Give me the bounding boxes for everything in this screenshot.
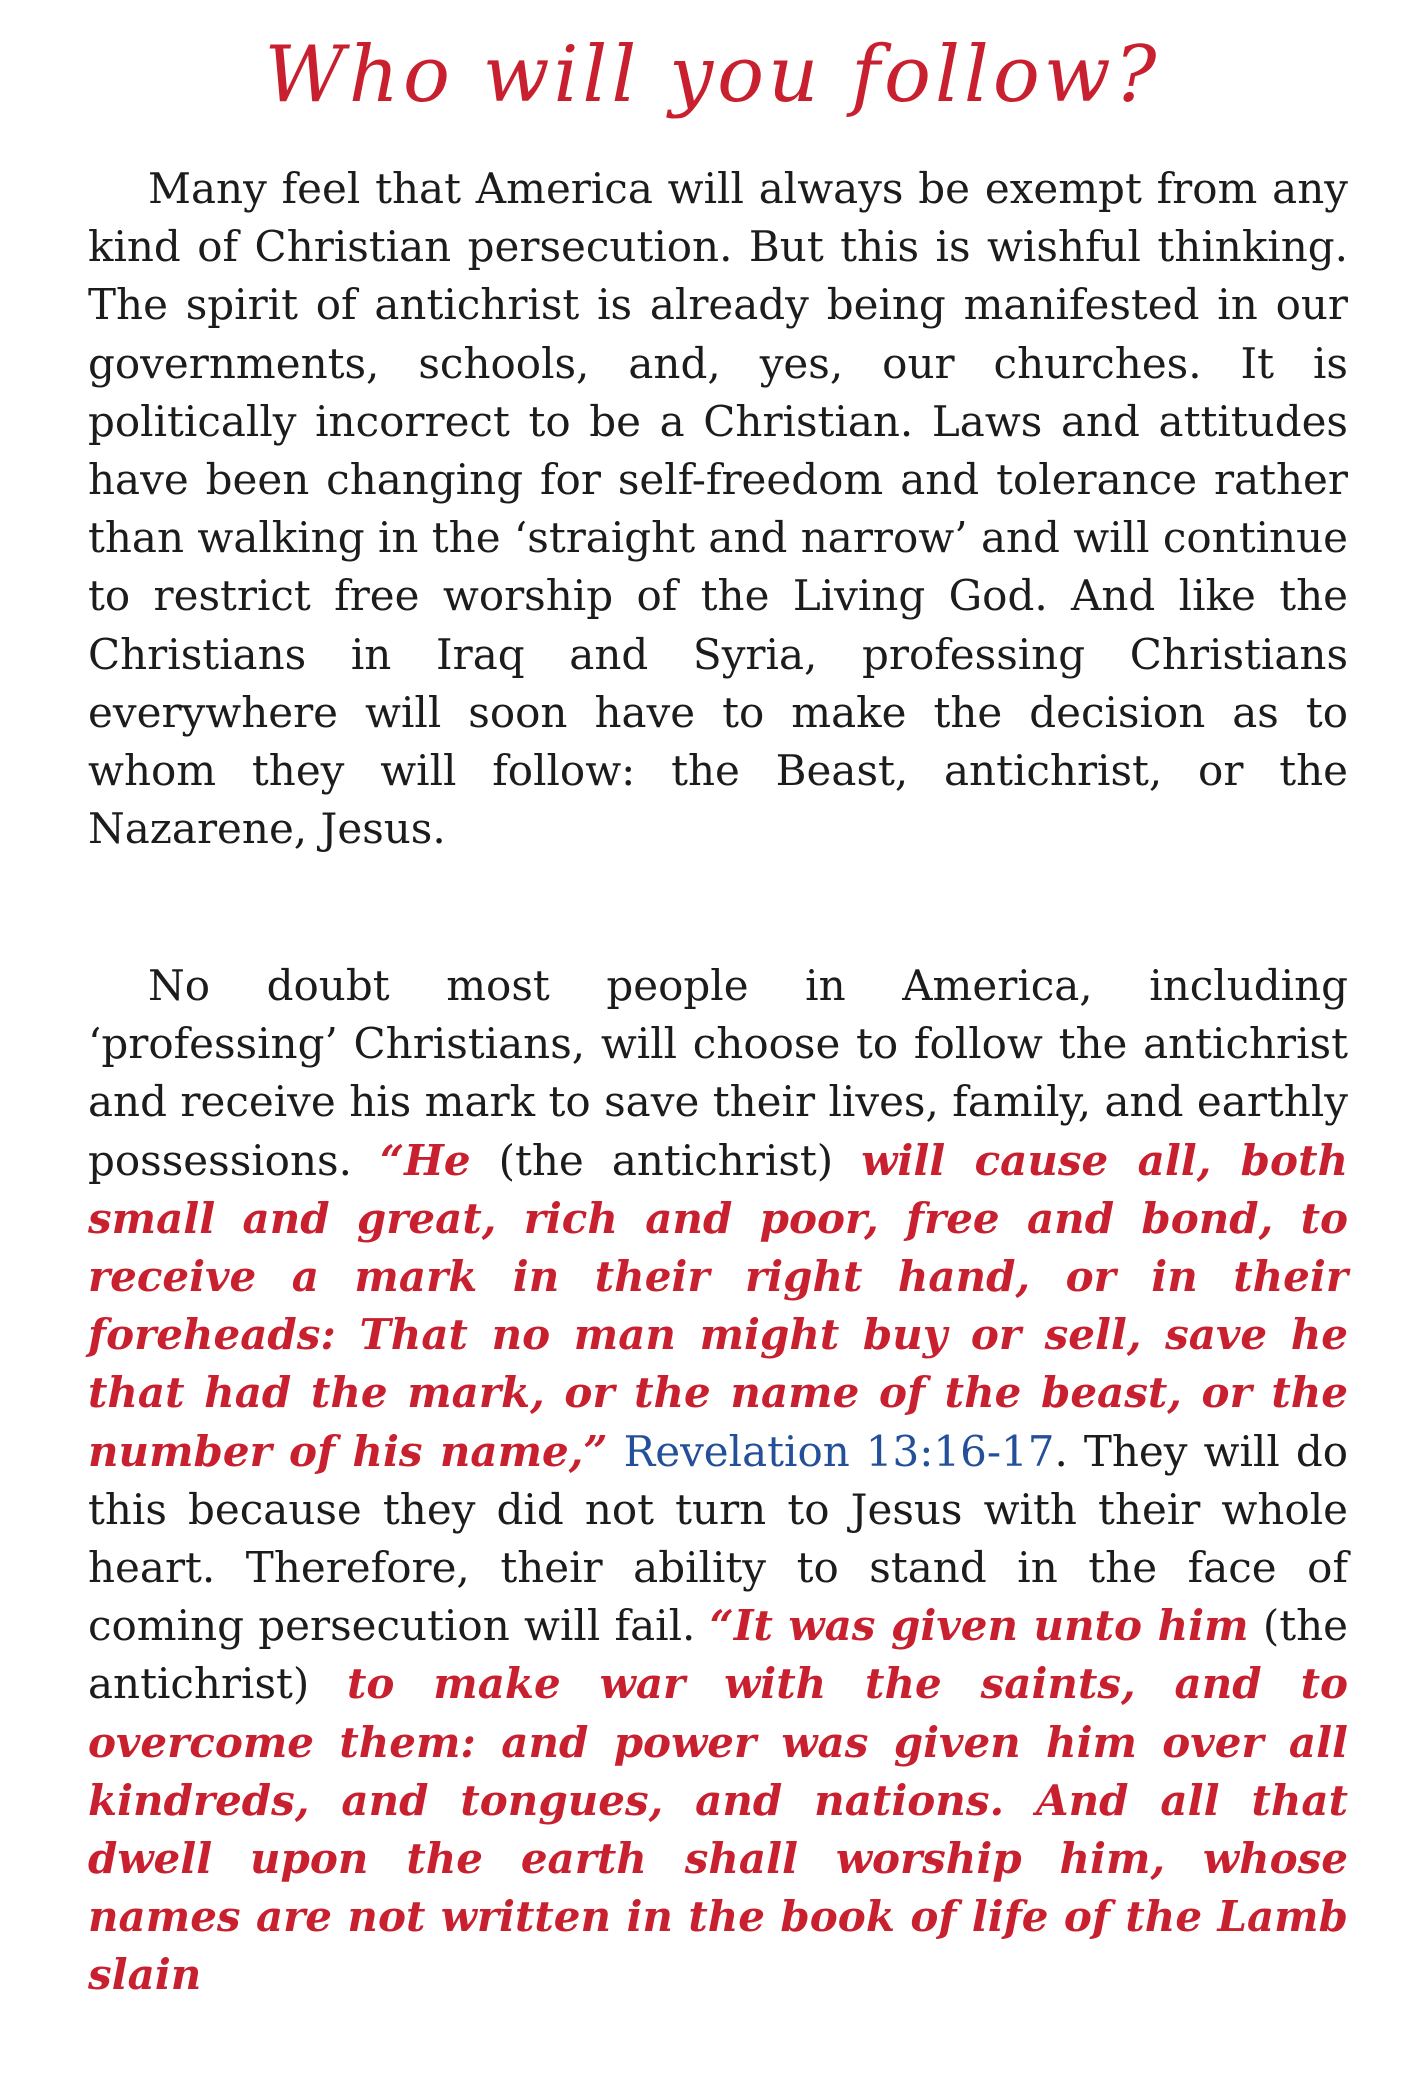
scripture-quote-2: to make war with the saints, and to overcome them: and power was given him over all kindreds, and tongues, and nations. And all that dwell upon the earth shall worship him, whose names are not written in the book of life of the Lamb slain (88, 1659, 1349, 2000)
scripture-quote-1: will cause all, both small and great, rich and poor, free and bond, to receive a mark in their right hand, or in their foreheads: That no man might buy or sell, save he that had the mark, or the name of the beast, or the number of his name,” (88, 1135, 1349, 1476)
page-title: Who will you follow? (264, 30, 1161, 120)
paragraph-2-middle: . They will do this because they did not turn to Jesus with their whole heart. Therefore, their ability to stand in the face of coming persecution will fail. (88, 1426, 1348, 1651)
body-paragraph-1 (88, 160, 1348, 858)
scripture-quote-2-start: “It was given unto him (709, 1601, 1249, 1651)
scripture-aside-1: (the antichrist) (470, 1135, 862, 1185)
scripture-quote-1-start: “He (379, 1135, 471, 1185)
paragraph-1-text: Many feel that America will always be exempt from any kind of Christian persecution. But this is wishful thinking. The spirit of antichrist is already being manifested in our governments, schools, and, yes, our churches. It is politically incorrect to be a Christian. Laws and attitudes have been changing for self-freedom and tolerance rather than walking in the ‘straight and narrow’ and will continue to restrict free worship of the Living God. And like the Christians in Iraq and Syria, professing Christians everywhere will soon have to make the decision as to whom they will follow: the Beast, antichrist, or the Nazarene, Jesus. (88, 164, 1348, 854)
body-paragraph-2 (88, 957, 1348, 2005)
scripture-reference-1: Revelation 13:16-17 (607, 1426, 1055, 1476)
paragraph-2-text (88, 957, 1348, 2005)
scripture-aside-2: (the antichrist) (88, 1601, 1348, 1709)
paragraph-2-intro: No doubt most people in America, including ‘professing’ Christians, will choose to follow the antichrist and receive his mark to save their lives, family, and earthly possessions. (88, 961, 1348, 1185)
